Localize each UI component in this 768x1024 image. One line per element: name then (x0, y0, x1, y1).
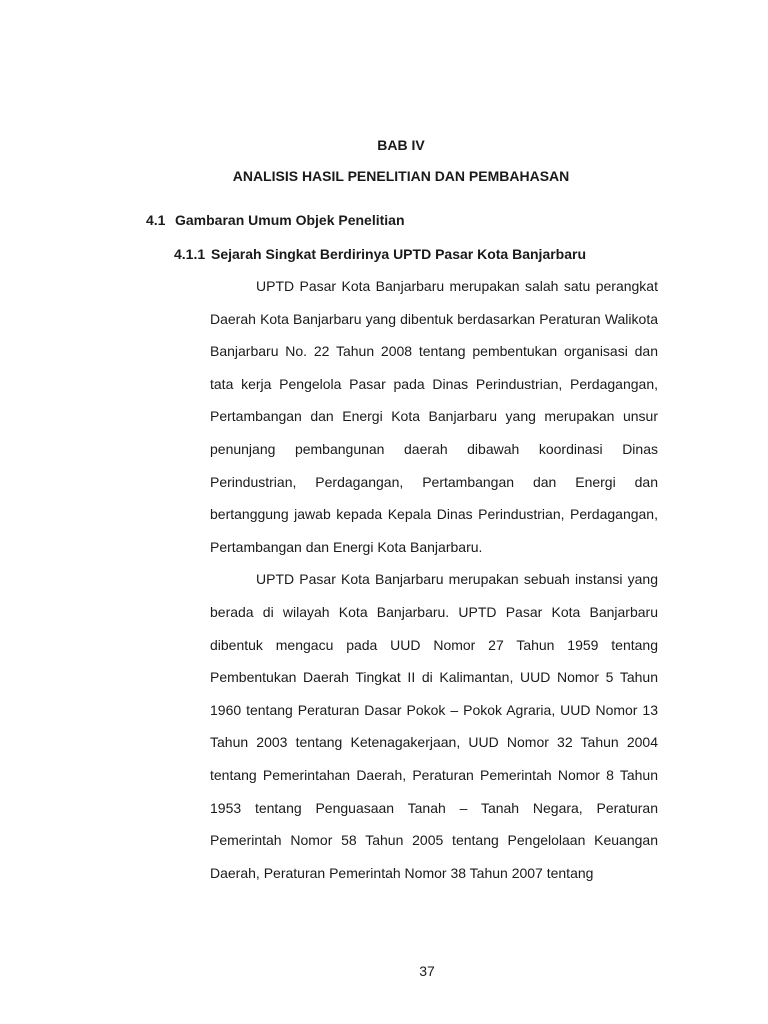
page-number: 37 (419, 963, 435, 979)
paragraph: UPTD Pasar Kota Banjarbaru merupakan sebuah instansi yang berada di wilayah Kota Banjarbaru. UPTD Pasar Kota Banjarbaru dibentuk mengacu pada UUD Nomor 27 Tahun 1959 tentang Pembentukan Daerah Tingkat II di Kalimantan, UUD Nomor 5 Tahun 1960 tentang Peraturan Dasar Pokok – Pokok Agraria, UUD Nomor 13 Tahun 2003 tentang Ketenagakerjaan, UUD Nomor 32 Tahun 2004 tentang Pemerintahan Daerah, Peraturan Pemerintah Nomor 8 Tahun 1953 tentang Penguasaan Tanah – Tanah Negara, Peraturan Pemerintah Nomor 58 Tahun 2005 tentang Pengelolaan Keuangan Daerah, Peraturan Pemerintah Nomor 38 Tahun 2007 tentang (210, 571, 658, 881)
subsection-heading (174, 245, 586, 263)
body-text (210, 270, 658, 889)
section-heading (146, 211, 405, 229)
section-title: Gambaran Umum Objek Penelitian (175, 212, 405, 228)
chapter-label: BAB IV (377, 137, 425, 153)
paragraph: UPTD Pasar Kota Banjarbaru merupakan salah satu perangkat Daerah Kota Banjarbaru yang dibentuk berdasarkan Peraturan Walikota Banjarbaru No. 22 Tahun 2008 tentang pembentukan organisasi dan tata kerja Pengelola Pasar pada Dinas Perindustrian, Perdagangan, Pertambangan dan Energi Kota Banjarbaru yang merupakan unsur penunjang pembangunan daerah dibawah koordinasi Dinas Perindustrian, Perdagangan, Pertambangan dan Energi dan bertanggung jawab kepada Kepala Dinas Perindustrian, Perdagangan, Pertambangan dan Energi Kota Banjarbaru. (210, 278, 658, 555)
section-number: 4.1 (146, 212, 166, 228)
subsection-title: Sejarah Singkat Berdirinya UPTD Pasar Kota Banjarbaru (211, 246, 587, 262)
subsection-number: 4.1.1 (174, 246, 206, 262)
chapter-title: ANALISIS HASIL PENELITIAN DAN PEMBAHASAN (232, 168, 570, 184)
